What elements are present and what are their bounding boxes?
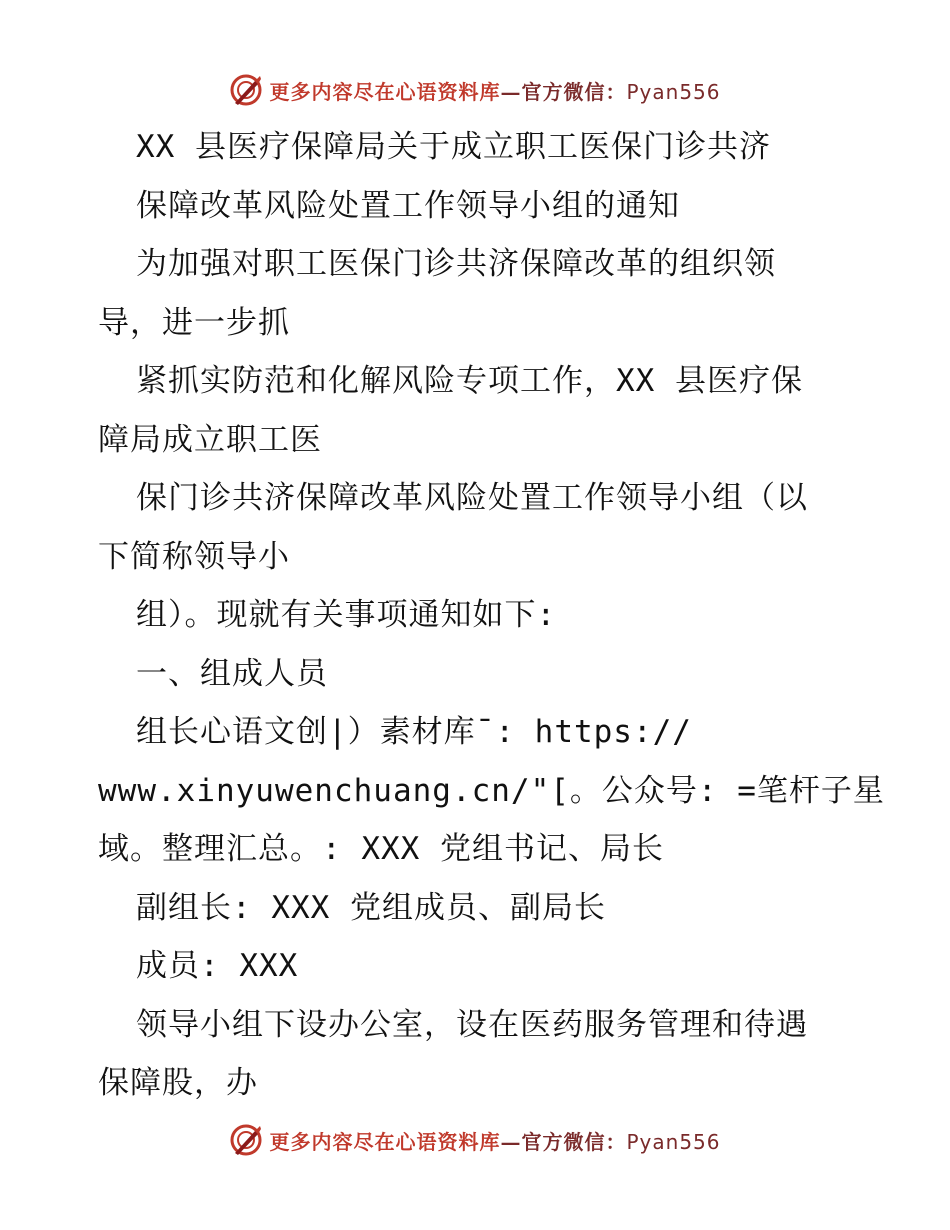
footer-watermark: [0, 1120, 950, 1160]
pen-logo-icon: [229, 73, 263, 107]
text-line: 保障改革风险处置工作领导小组的通知: [136, 187, 680, 224]
text-line: 紧抓实防范和化解风险专项工作，XX 县医疗保: [136, 363, 803, 399]
watermark-wechat-id: Pyan556: [626, 1129, 721, 1154]
text-line: 一、组成人员: [136, 655, 328, 692]
text-line: 组）。现就有关事项通知如下:: [136, 597, 557, 633]
watermark-title: 更多内容尽在心语资料库: [269, 79, 501, 104]
watermark-title: 更多内容尽在心语资料库: [269, 1129, 501, 1154]
text-line: XX 县医疗保障局关于成立职工医保门诊共济: [136, 129, 771, 165]
text-line: 领导小组下设办公室，设在医药服务管理和待遇: [136, 1006, 808, 1043]
text-line: 下简称领导小: [98, 538, 290, 575]
text-line: 域。整理汇总。: XXX 党组书记、局长: [98, 831, 664, 867]
watermark-text: [269, 1126, 720, 1155]
document-body: [98, 118, 885, 1113]
watermark-wechat-id: Pyan556: [626, 79, 721, 104]
pen-logo-icon: [229, 1123, 263, 1157]
text-line: 为加强对职工医保门诊共济保障改革的组织领: [136, 246, 776, 282]
watermark-wechat-label: —官方微信：: [500, 1129, 627, 1154]
text-line: 保门诊共济保障改革风险处置工作领导小组（以: [136, 480, 808, 516]
text-line: 组长心语文创|）素材库¯: https://: [136, 714, 692, 750]
text-line: 成员: XXX: [136, 948, 299, 984]
header-watermark: [0, 70, 950, 110]
watermark-wechat-label: —官方微信：: [500, 79, 627, 104]
text-line: 保障股，办: [98, 1065, 258, 1101]
text-line: 障局成立职工医: [98, 421, 322, 458]
text-line: 导，进一步抓: [98, 304, 290, 341]
text-line: www.xinyuwenchuang.cn/"[。公众号: =笔杆子星: [98, 772, 885, 809]
text-line: 副组长: XXX 党组成员、副局长: [136, 889, 606, 926]
watermark-text: [269, 76, 720, 105]
